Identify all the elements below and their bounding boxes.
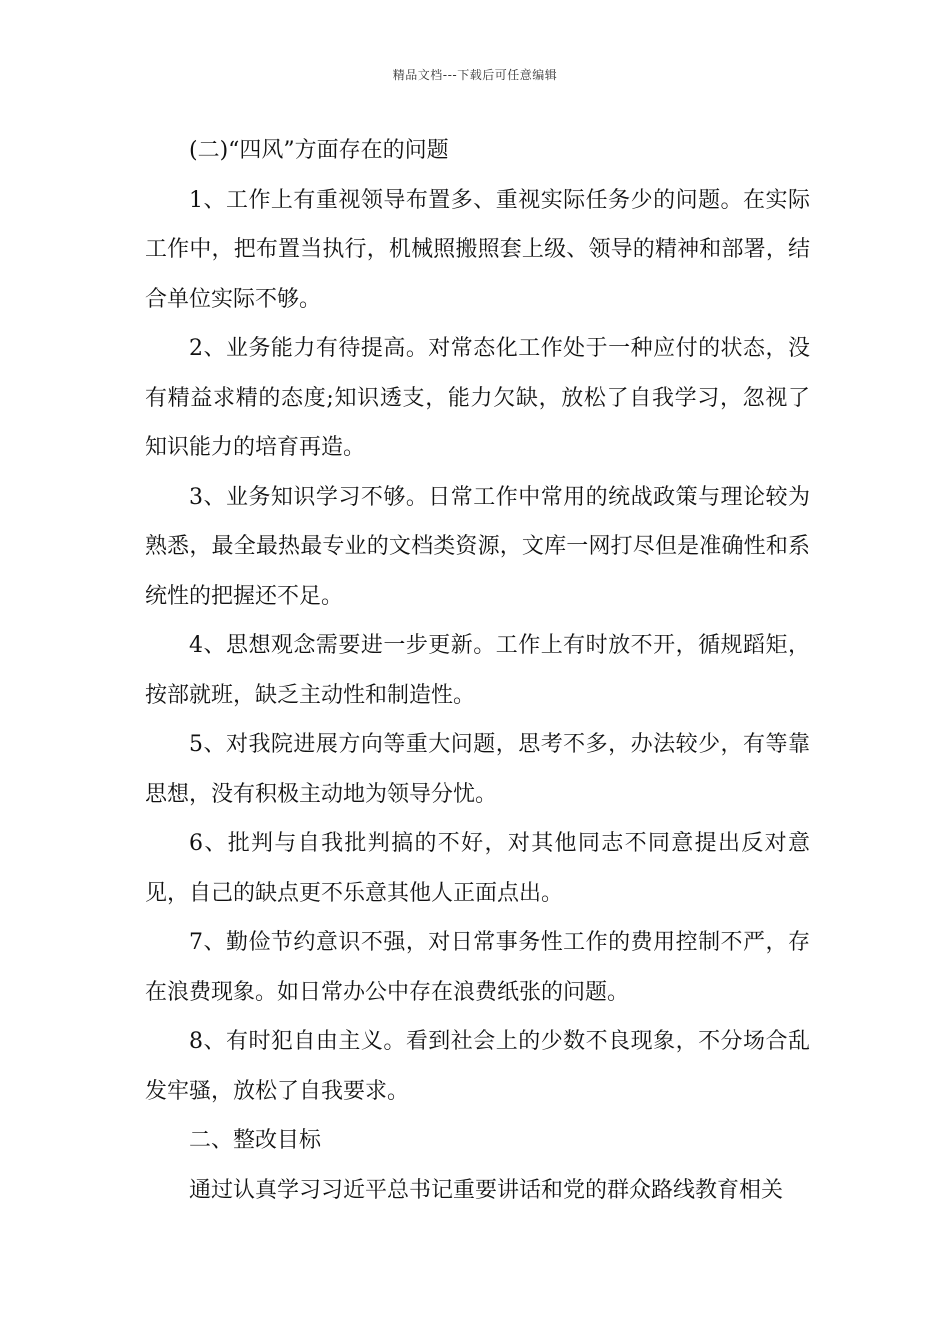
section-heading-rectification-goals: 二、整改目标 xyxy=(189,1128,322,1153)
paragraph-rectification-intro: 通过认真学习习近平总书记重要讲话和党的群众路线教育相关 xyxy=(189,1177,784,1203)
section-heading-four-winds: (二)“四风”方面存在的问题 xyxy=(189,138,449,163)
page-header: 精品文档---下载后可任意编辑 xyxy=(392,68,558,82)
paragraph-item-2: 2、业务能力有待提高。对常态化工作处于一种应付的状态，没有精益求精的态度;知识透支，能力欠缺，放松了自我学习，忽视了知识能力的培育再造。 xyxy=(145,336,810,460)
paragraph-item-7: 7、勤俭节约意识不强，对日常事务性工作的费用控制不严，存在浪费现象。如日常办公中存在浪费纸张的问题。 xyxy=(145,930,810,1005)
paragraph-item-8: 8、有时犯自由主义。看到社会上的少数不良现象，不分场合乱发牢骚，放松了自我要求。 xyxy=(145,1029,810,1104)
paragraph-item-3: 3、业务知识学习不够。日常工作中常用的统战政策与理论较为熟悉，最全最热最专业的文档类资源，文库一网打尽但是准确性和系统性的把握还不足。 xyxy=(145,484,810,609)
paragraph-item-5: 5、对我院进展方向等重大问题，思考不多，办法较少，有等靠思想，没有积极主动地为领导分忧。 xyxy=(145,732,810,807)
paragraph-item-1: 1、工作上有重视领导布置多、重视实际任务少的问题。在实际工作中，把布置当执行，机械照搬照套上级、领导的精神和部署，结合单位实际不够。 xyxy=(145,187,810,312)
paragraph-item-4: 4、思想观念需要进一步更新。工作上有时放不开，循规蹈矩，按部就班，缺乏主动性和制造性。 xyxy=(145,633,810,708)
document-body xyxy=(145,126,810,1215)
paragraph-item-6: 6、批判与自我批判搞的不好，对其他同志不同意提出反对意见，自己的缺点更不乐意其他人正面点出。 xyxy=(145,831,810,906)
